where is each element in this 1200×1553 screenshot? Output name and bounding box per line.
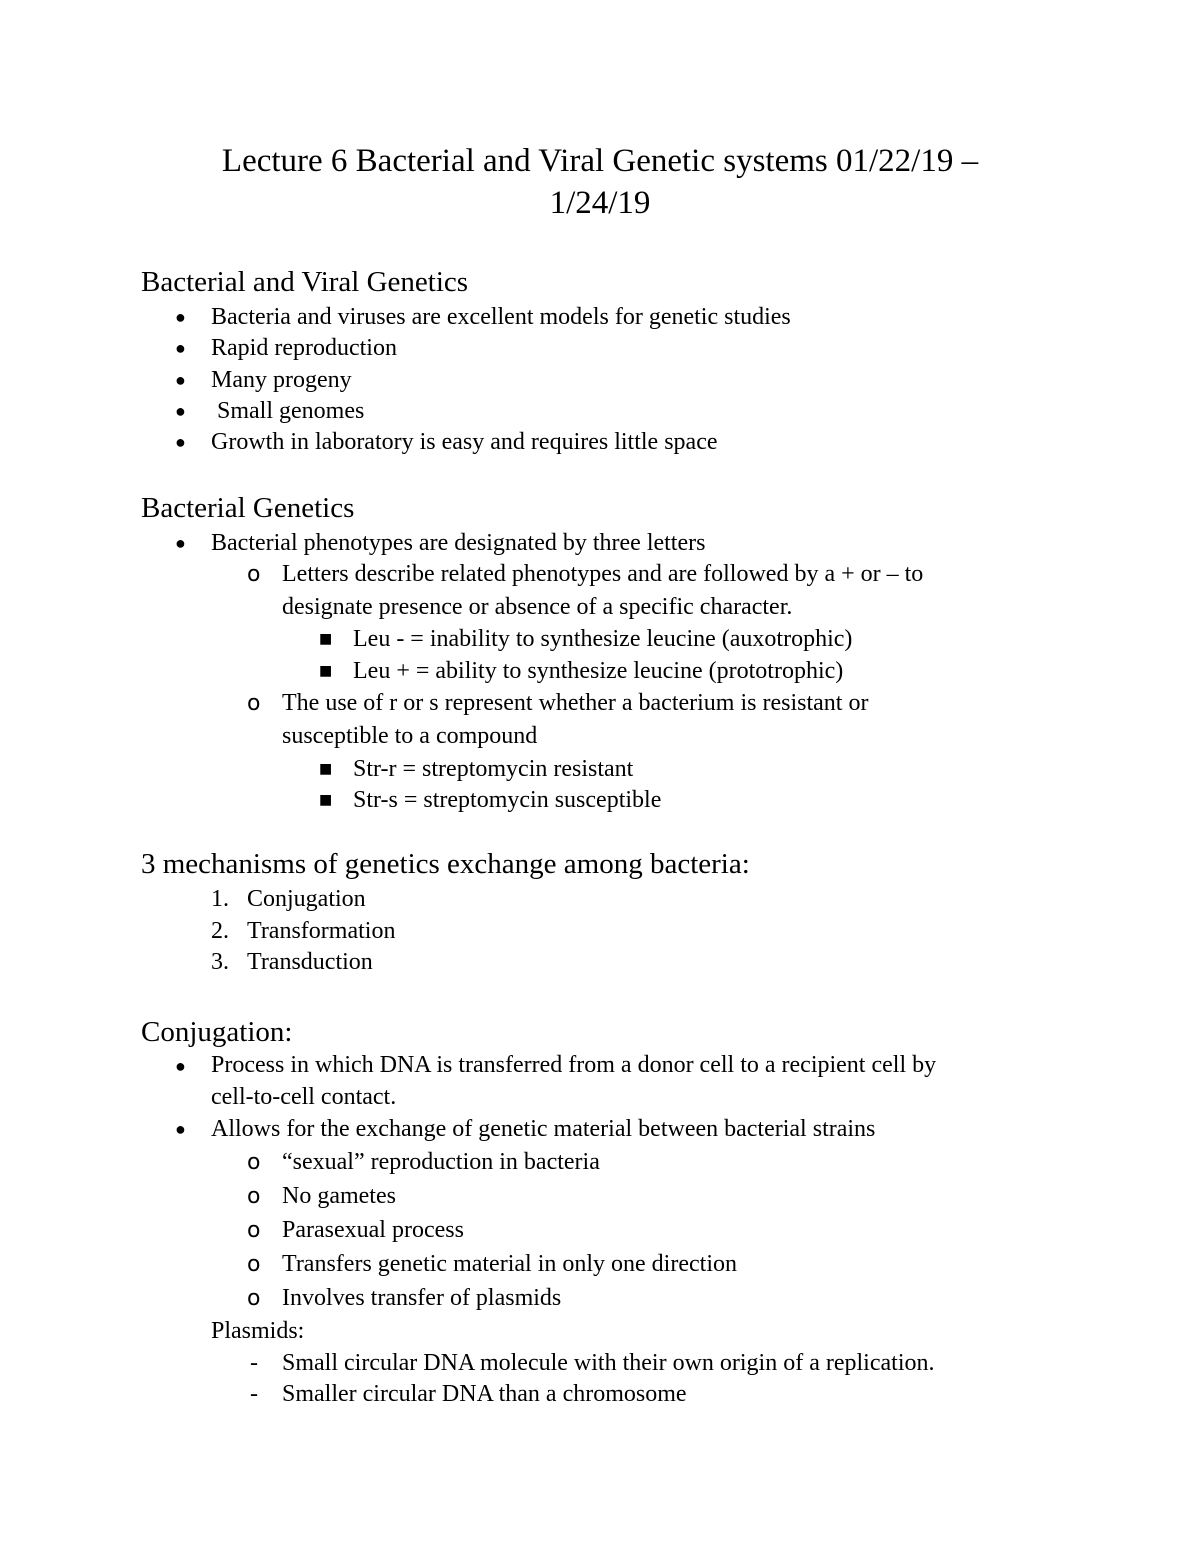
sub-list-item-continuation: designate presence or absence of a specific character. — [282, 594, 793, 620]
list-item: Many progeny — [211, 367, 352, 393]
sub-sub-list-item: Leu + = ability to synthesize leucine (prototrophic) — [353, 658, 844, 684]
sub-sub-list-item: Leu - = inability to synthesize leucine (auxotrophic) — [353, 626, 853, 652]
numbered-list-item: Conjugation — [247, 886, 366, 912]
bullet-icon: ● — [175, 1119, 186, 1139]
circle-bullet-icon: o — [247, 1184, 261, 1209]
sub-list-item: No gametes — [282, 1183, 396, 1209]
section-heading-bacterial-genetics: Bacterial Genetics — [141, 492, 355, 524]
circle-bullet-icon: o — [247, 1218, 261, 1243]
sub-list-item: “sexual” reproduction in bacteria — [282, 1149, 600, 1175]
bullet-icon: ● — [175, 307, 186, 327]
numbered-list-item: Transduction — [247, 949, 373, 975]
bullet-icon: ● — [175, 533, 186, 553]
sub-sub-list-item: Str-s = streptomycin susceptible — [353, 787, 662, 813]
dash-bullet-icon: - — [250, 1381, 258, 1407]
circle-bullet-icon: o — [247, 1150, 261, 1175]
list-item: Process in which DNA is transferred from a donor cell to a recipient cell by — [211, 1052, 937, 1078]
bullet-icon: ● — [175, 1056, 186, 1076]
plasmid-list-item: Smaller circular DNA than a chromosome — [282, 1381, 687, 1407]
sub-sub-list-item: Str-r = streptomycin resistant — [353, 756, 634, 782]
list-item: Allows for the exchange of genetic material between bacterial strains — [211, 1116, 876, 1142]
bullet-icon: ● — [175, 370, 186, 390]
list-item: Rapid reproduction — [211, 335, 397, 361]
circle-bullet-icon: o — [247, 1252, 261, 1277]
list-item-continuation: cell-to-cell contact. — [211, 1084, 397, 1110]
circle-bullet-icon: o — [247, 1286, 261, 1311]
title-line-2: 1/24/19 — [549, 185, 651, 221]
list-item: Bacterial phenotypes are designated by three letters — [211, 530, 706, 556]
list-item: Bacteria and viruses are excellent models for genetic studies — [211, 304, 791, 330]
list-number: 3. — [211, 949, 229, 975]
list-item: Growth in laboratory is easy and requires little space — [211, 429, 718, 455]
plasmids-label: Plasmids: — [211, 1318, 305, 1344]
circle-bullet-icon: o — [247, 691, 261, 716]
list-number: 2. — [211, 918, 229, 944]
sub-list-item: Transfers genetic material in only one direction — [282, 1251, 737, 1277]
section-heading-bacterial-viral: Bacterial and Viral Genetics — [141, 266, 469, 298]
page-title — [0, 140, 1200, 224]
section-heading-conjugation: Conjugation: — [141, 1016, 293, 1048]
sub-list-item: Parasexual process — [282, 1217, 464, 1243]
square-bullet-icon: ■ — [319, 761, 333, 777]
sub-list-item: The use of r or s represent whether a bacterium is resistant or — [282, 690, 869, 716]
list-number: 1. — [211, 886, 229, 912]
title-line-1: Lecture 6 Bacterial and Viral Genetic systems 01/22/19 – — [221, 143, 979, 179]
bullet-icon: ● — [175, 401, 186, 421]
circle-bullet-icon: o — [247, 562, 261, 587]
dash-bullet-icon: - — [250, 1350, 258, 1376]
bullet-icon: ● — [175, 432, 186, 452]
sub-list-item: Involves transfer of plasmids — [282, 1285, 562, 1311]
numbered-list-item: Transformation — [247, 918, 396, 944]
square-bullet-icon: ■ — [319, 631, 333, 647]
plasmid-list-item: Small circular DNA molecule with their own origin of a replication. — [282, 1350, 935, 1376]
square-bullet-icon: ■ — [319, 663, 333, 679]
sub-list-item-continuation: susceptible to a compound — [282, 723, 538, 749]
section-heading-mechanisms: 3 mechanisms of genetics exchange among bacteria: — [141, 848, 750, 880]
sub-list-item: Letters describe related phenotypes and are followed by a + or – to — [282, 561, 924, 587]
square-bullet-icon: ■ — [319, 792, 333, 808]
bullet-icon: ● — [175, 338, 186, 358]
list-item: Small genomes — [211, 398, 365, 424]
